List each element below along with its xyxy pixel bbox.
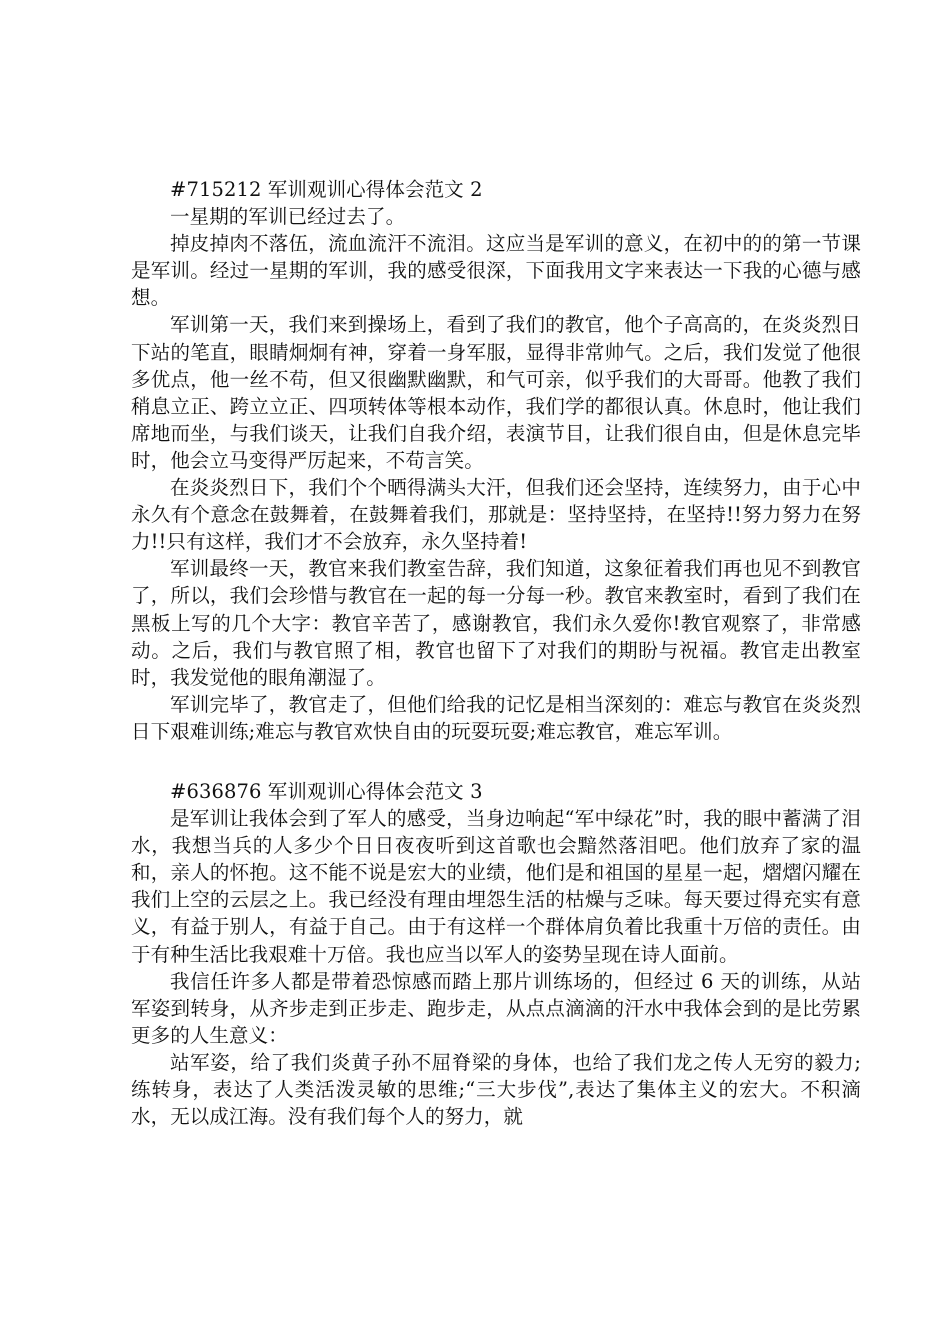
paragraph: 军训第一天，我们来到操场上，看到了我们的教官，他个子高高的，在炎炎烈日下站的笔直，眼睛炯炯有神，穿着一身军服，显得非常帅气。之后，我们发觉了他很多优点，他一丝不苟，但又很幽默幽默，和气可亲，似乎我们的大哥哥。他教了我们稍息立正、跨立立正、四项转体等根本动作，我们学的都很认真。休息时，他让我们席地而坐，与我们谈天，让我们自我介绍，表演节目，让我们很自由，但是休息完毕时，他会立马变得严厉起来，不苟言笑。 [131, 313, 861, 472]
section-heading: #636876 军训观训心得体会范文 3 [170, 779, 483, 803]
paragraph: 站军姿，给了我们炎黄子孙不屈脊梁的身体，也给了我们龙之传人无穷的毅力;练转身，表达了人类活泼灵敏的思维;“三大步伐”,表达了集体主义的宏大。不积滴水，无以成江海。没有我们每个人的努力，就 [131, 1050, 861, 1129]
paragraph: 掉皮掉肉不落伍，流血流汗不流泪。这应当是军训的意义，在初中的的第一节课是军训。经过一星期的军训，我的感受很深，下面我用文字来表达一下我的心德与感想。 [131, 232, 861, 310]
section-heading: #715212 军训观训心得体会范文 2 [170, 178, 483, 201]
paragraph: 一星期的军训已经过去了。 [170, 205, 406, 229]
paragraph: 军训完毕了，教官走了，但他们给我的记忆是相当深刻的：难忘与教官在炎炎烈日下艰难训练;难忘与教官欢快自由的玩耍玩耍;难忘教官，难忘军训。 [131, 692, 861, 743]
document-body [131, 176, 861, 1130]
paragraph: 我信任许多人都是带着恐惊感而踏上那片训练场的，但经过 6 天的训练，从站军姿到转身，从齐步走到正步走、跑步走，从点点滴滴的汗水中我体会到的是比劳累更多的人生意义： [131, 969, 861, 1047]
paragraph: 在炎炎烈日下，我们个个晒得满头大汗，但我们还会坚持，连续努力，由于心中永久有个意念在鼓舞着，在鼓舞着我们，那就是：坚持坚持，在坚持!!努力努力在努力!!只有这样，我们才不会放弃，永久坚持着! [131, 476, 861, 554]
paragraph: 是军训让我体会到了军人的感受，当身边响起“军中绿花”时，我的眼中蓄满了泪水，我想当兵的人多少个日日夜夜听到这首歌也会黯然落泪吧。他们放弃了家的温和，亲人的怀抱。这不能不说是宏大的业绩，他们是和祖国的星星一起，熠熠闪耀在我们上空的云层之上。我已经没有理由埋怨生活的枯燥与乏味。每天要过得充实有意义，有益于别人，有益于自己。由于有这样一个群体肩负着比我重十万倍的责任。由于有种生活比我艰难十万倍。我也应当以军人的姿势呈现在诗人面前。 [131, 807, 861, 966]
essay-section-3 [131, 778, 861, 1130]
paragraph: 军训最终一天，教官来我们教室告辞，我们知道，这象征着我们再也见不到教官了，所以，我们会珍惜与教官在一起的每一分每一秒。教官来教室时，看到了我们在黑板上写的几个大字：教官辛苦了，感谢教官，我们永久爱你!教官观察了，非常感动。之后，我们与教官照了相，教官也留下了对我们的期盼与祝福。教官走出教室时，我发觉他的眼角潮湿了。 [131, 557, 861, 689]
essay-section-2 [131, 176, 861, 745]
